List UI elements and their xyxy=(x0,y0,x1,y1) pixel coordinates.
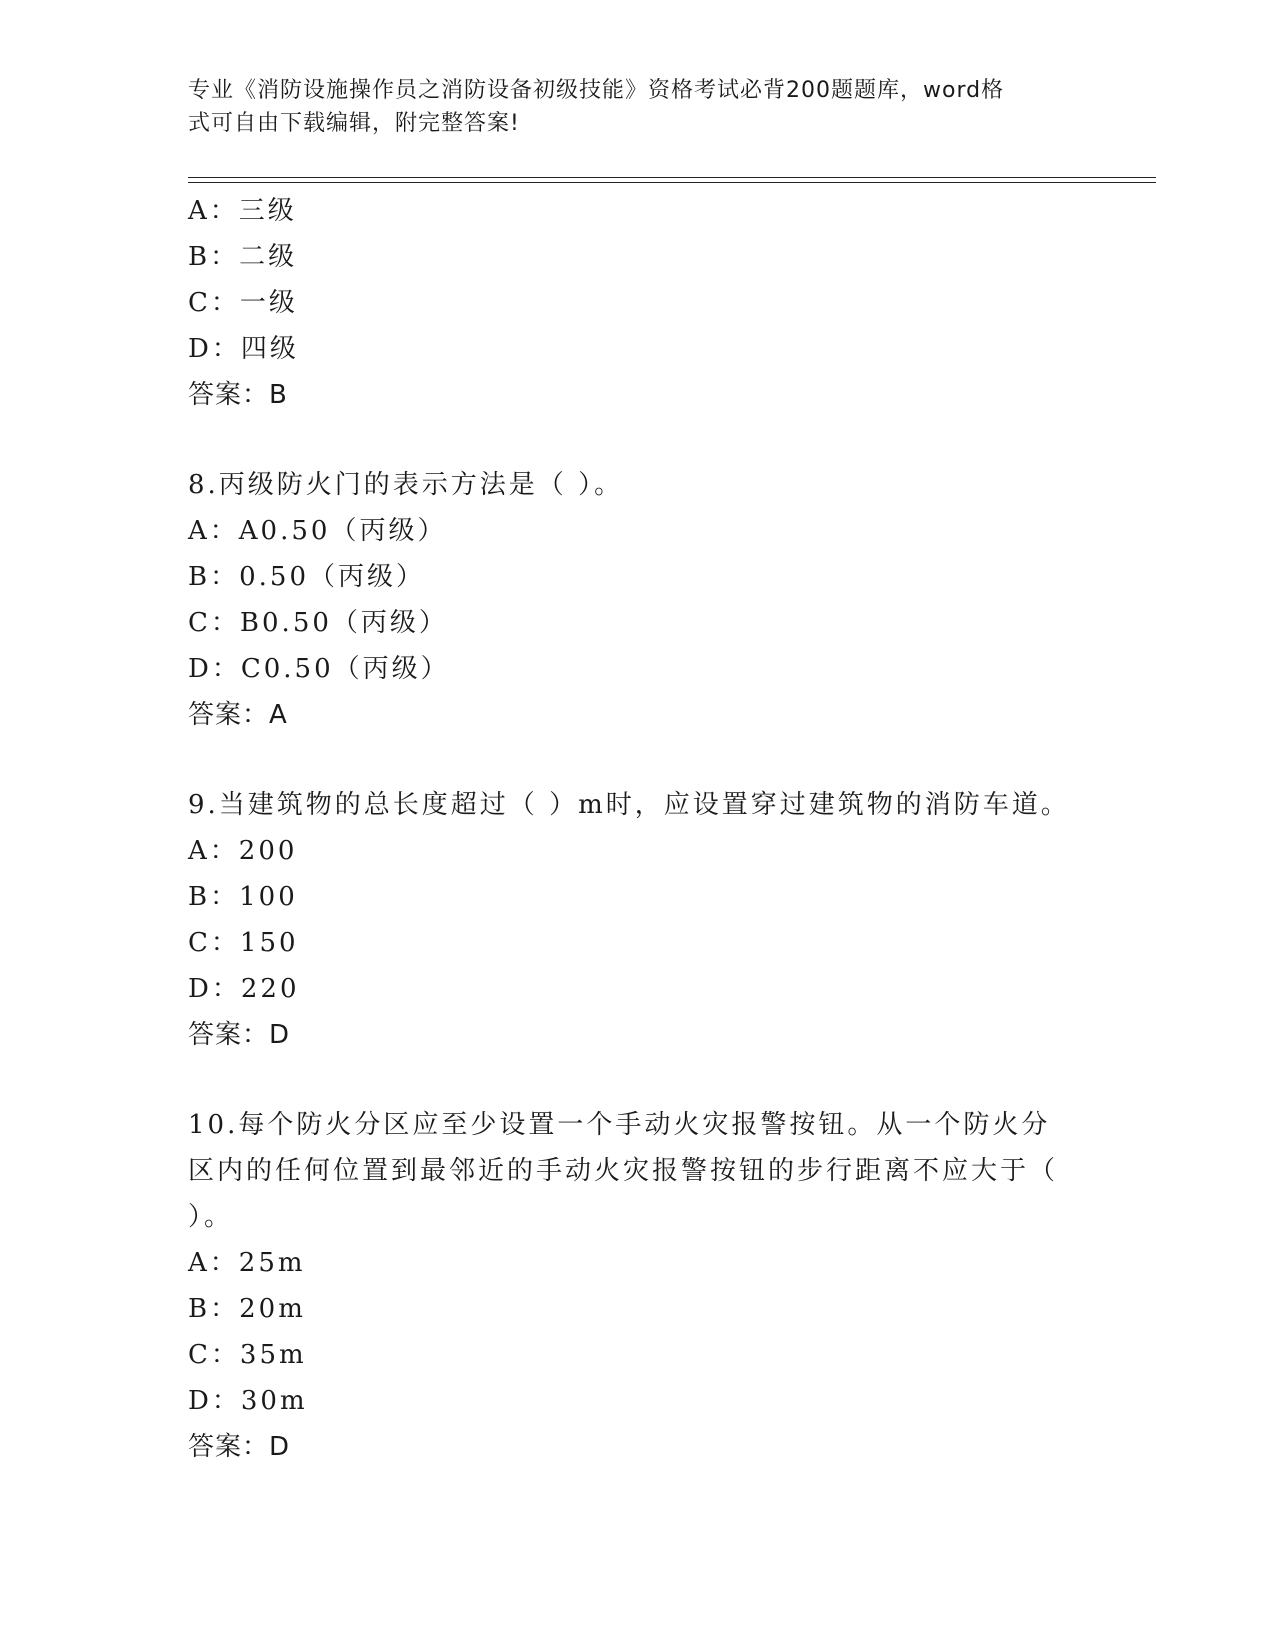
question-spacer xyxy=(188,1058,1088,1102)
question-text: 8.丙级防火门的表示方法是（ ）。 xyxy=(188,470,624,500)
option-a: A：25m xyxy=(188,1248,306,1278)
document-header xyxy=(188,74,1088,140)
option-c: C：一级 xyxy=(188,288,298,318)
header-line-1: 专业《消防设施操作员之消防设备初级技能》资格考试必背200题题库，word格 xyxy=(188,78,1005,103)
header-divider-top xyxy=(188,177,1156,178)
question-block-9 xyxy=(188,782,1088,1058)
question-text: 10.每个防火分区应至少设置一个手动火灾报警按钮。从一个防火分区内的任何位置到最邻近的手动火灾报警按钮的步行距离不应大于（ ）。 xyxy=(188,1110,1059,1232)
option-b: B：0.50（丙级） xyxy=(188,562,426,592)
answer-line: 答案：D xyxy=(188,1432,291,1462)
question-list xyxy=(188,188,1088,1470)
question-spacer xyxy=(188,738,1088,782)
header-line-2: 式可自由下载编辑，附完整答案! xyxy=(188,111,520,136)
question-block-8 xyxy=(188,462,1088,738)
option-a: A：A0.50（丙级） xyxy=(188,516,447,546)
option-b: B：二级 xyxy=(188,242,298,272)
option-a: A：200 xyxy=(188,836,298,866)
option-d: D：220 xyxy=(188,974,300,1004)
option-c: C：B0.50（丙级） xyxy=(188,608,448,638)
option-c: C：35m xyxy=(188,1340,307,1370)
option-b: B：100 xyxy=(188,882,298,912)
question-block-7 xyxy=(188,188,1088,418)
header-divider-bottom xyxy=(188,182,1156,183)
question-text: 9.当建筑物的总长度超过（ ）m时，应设置穿过建筑物的消防车道。 xyxy=(188,790,1070,820)
question-block-10 xyxy=(188,1102,1088,1470)
answer-line: 答案：B xyxy=(188,380,288,410)
answer-line: 答案：A xyxy=(188,700,288,730)
option-d: D：30m xyxy=(188,1386,308,1416)
option-a: A：三级 xyxy=(188,196,297,226)
option-d: D：C0.50（丙级） xyxy=(188,654,450,684)
option-b: B：20m xyxy=(188,1294,306,1324)
option-c: C：150 xyxy=(188,928,299,958)
answer-line: 答案：D xyxy=(188,1020,291,1050)
question-spacer xyxy=(188,418,1088,462)
option-d: D：四级 xyxy=(188,334,299,364)
